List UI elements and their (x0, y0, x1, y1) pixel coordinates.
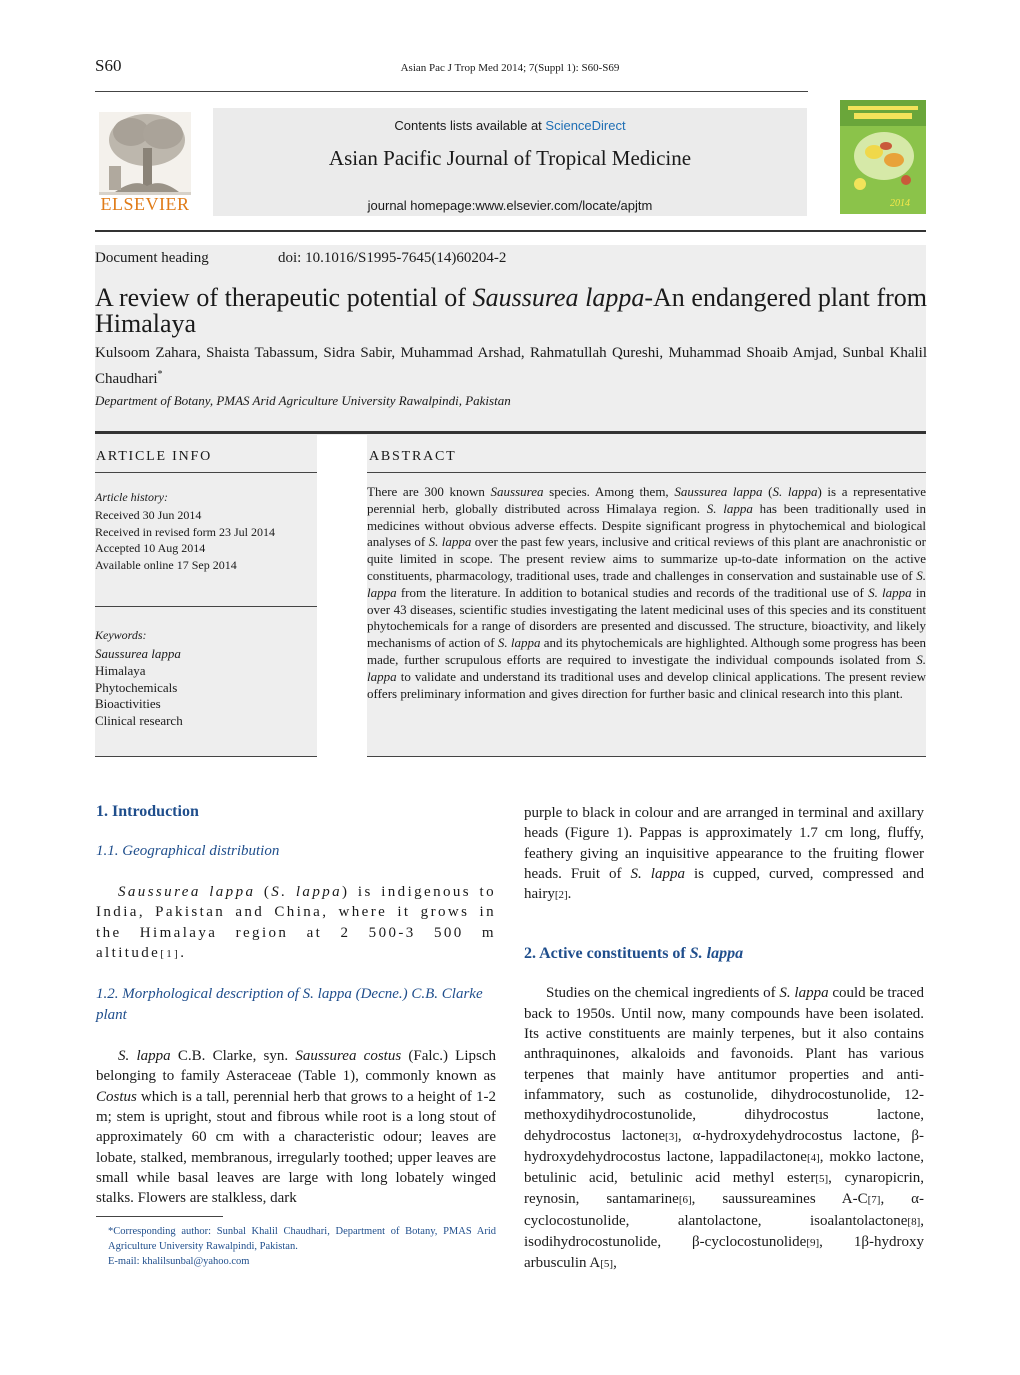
keyword-item: Clinical research (95, 713, 183, 729)
author-list: Kulsoom Zahara, Shaista Tabassum, Sidra Sabir, Muhammad Arshad, Rahmatullah Qureshi, Muhammad Shoaib Amjad, Sunbal Khalil Chaudhari* (95, 345, 927, 387)
elsevier-logo (95, 108, 195, 216)
abstract-bottom-rule (367, 756, 926, 757)
abstract-text: There are 300 known Saussurea species. Among them, Saussurea lappa (S. lappa) is a representative perennial herb, globally distributed across Himalaya region. S. lappa has been traditionally used in medicines without obvious adverse effects. Despite significant progress in phytochemical and biological analyses of S. lappa over the past few years, inclusive and critical reviews of this plant are anachronistic or quite limited in scope. The present review aims to summarize up-to-date information on the active constituents, pharmacology, traditional uses, trade and challenges in conservation and sustainable use of S. lappa from the literature. In addition to botanical studies and records of the traditional use of S. lappa in over 43 diseases, scientific studies investigating the latent medicinal uses of this species and its constituent phytochemicals for a range of disorders are presented and discussed. The structure, bioactivity, and likely mechanisms of action of S. lappa and its phytochemicals are highlighted. Although some progress has been made, further scrupulous efforts are required to investigate the individual compounds isolated from S. lappa to validate and understand its traditional uses and develop clinical applications. The present review offers preliminary information and gives direction for further basic and clinical research into this plant. (367, 484, 926, 701)
footnote-author: *Corresponding author: Sunbal Khalil Chaudhari, Department of Botany, PMAS Arid Agriculture University Rawalpindi, Pakistan. (108, 1226, 496, 1252)
keywords-heading: Keywords: (95, 628, 147, 642)
keyword-item: Saussurea lappa (95, 646, 181, 661)
journal-homepage[interactable]: journal homepage:www.elsevier.com/locate/apjtm (367, 198, 653, 213)
history-heading: Article history: (95, 490, 168, 504)
footnote-email[interactable]: E-mail: khalilsunbal@yahoo.com (108, 1256, 250, 1267)
banner-rule (95, 230, 926, 232)
paragraph-constituents: Studies on the chemical ingredients of S. lappa could be traced back to 1950s. Until now, many compounds have been isolated. Its active constituents are mainly terpenes, but it also contains anthraquinones, alkaloids and favonoids. Plant has various terpenes that mainly have antitumor properties and anti-infammatory, such as costunolide, dihydrocostunolide, 12-methoxydihydrocostunolide, dihydrocostus lactone, dehydrocostus lactone[3], α-hydroxydehydrocostus lactone, β-hydroxydehydrocostus lactone, lappadilactone[4], mokko lactone, betulinic acid, betulinic acid methyl ester[5], cynaropicrin, reynosin, santamarine[6], saussureamines A-C[7], α-cyclocostunolide, alantolactone, isoalantolactone[8], isodihydrocostunolide, β-cyclocostunolide[9], 1β-hydroxy arbusculin A[5], (524, 985, 925, 1272)
sciencedirect-link[interactable]: ScienceDirect (545, 118, 626, 133)
footnote-rule (96, 1216, 223, 1217)
cover-year: 2014 (890, 198, 910, 209)
journal-cover-image (840, 100, 926, 214)
journal-title: Asian Pacific Journal of Tropical Medicine (328, 146, 692, 170)
abstract-rule (367, 472, 926, 473)
contents-line: Contents lists available at ScienceDirect (394, 118, 626, 133)
history-item: Received in revised form 23 Jul 2014 (95, 524, 275, 539)
affiliation: Department of Botany, PMAS Arid Agriculture University Rawalpindi, Pakistan (95, 393, 511, 408)
paragraph-morphology-continued: purple to black in colour and are arranged in terminal and axillary heads (Figure 1). Pappas is approximately 1.7 cm long, fluffy, feathery giving an inquisitive appearance to the fruiting flower heads. Fruit of S. lappa is cupped, curved, compressed and hairy[2]. (524, 805, 924, 903)
keyword-item: Bioactivities (95, 696, 161, 712)
doi[interactable]: doi: 10.1016/S1995-7645(14)60204-2 (278, 250, 507, 266)
article-info-label: ARTICLE INFO (96, 449, 213, 464)
paragraph-morphology: S. lappa C.B. Clarke, syn. Saussurea costus (Falc.) Lipsch belonging to family Asteraceae (Table 1), commonly known as Costus which is a tall, perennial herb that grows to a height of 1-2 m; stem is upright, stout and fibrous while root is a long stout of approximately 60 cm with a characteristic odour; leaves are lobate, stalked, membranous, irregularly toothed; upper leaves are small while basal leaves are large with long lobately winged stalks. Flowers are stalkless, dark (96, 1048, 496, 1207)
history-item: Available online 17 Sep 2014 (95, 557, 237, 572)
keyword-item: Himalaya (95, 662, 146, 678)
elsevier-wordmark: ELSEVIER (100, 194, 190, 214)
history-rule (95, 606, 317, 607)
paragraph-geography: Saussurea lappa (S. lappa) is indigenous to India, Pakistan and China, where it grows in the Himalaya region at 2 500-3 500 m altitude[1]. (96, 884, 497, 961)
subsection-heading-morphology: 1.2. Morphological description of S. lappa (Decne.) C.B. Clarke plant (96, 986, 483, 1024)
history-list (95, 507, 275, 573)
section-heading-introduction: 1. Introduction (96, 803, 199, 820)
history-item: Accepted 10 Aug 2014 (95, 541, 206, 555)
body-left-column (96, 803, 496, 1209)
abstract-label: ABSTRACT (369, 449, 457, 464)
article-info-rule (95, 472, 317, 473)
subsection-heading-geography: 1.1. Geographical distribution (96, 843, 280, 859)
document-heading: Document heading (95, 250, 209, 266)
journal-banner (213, 108, 807, 216)
article-title: A review of therapeutic potential of Saussurea lappa-An endangered plant from Himalaya (95, 283, 927, 338)
keyword-item: Phytochemicals (95, 679, 178, 695)
keyword-list (95, 646, 183, 730)
header-rule (95, 91, 808, 92)
running-citation: Asian Pac J Trop Med 2014; 7(Suppl 1): S60-S69 (400, 62, 620, 74)
corresponding-author-footnote (96, 1224, 496, 1269)
page-number: S60 (95, 56, 122, 75)
history-item: Received 30 Jun 2014 (95, 508, 202, 522)
section-heading-constituents: 2. Active constituents of S. lappa (524, 945, 744, 963)
body-right-column (524, 803, 924, 1275)
info-bottom-rule (95, 756, 317, 757)
